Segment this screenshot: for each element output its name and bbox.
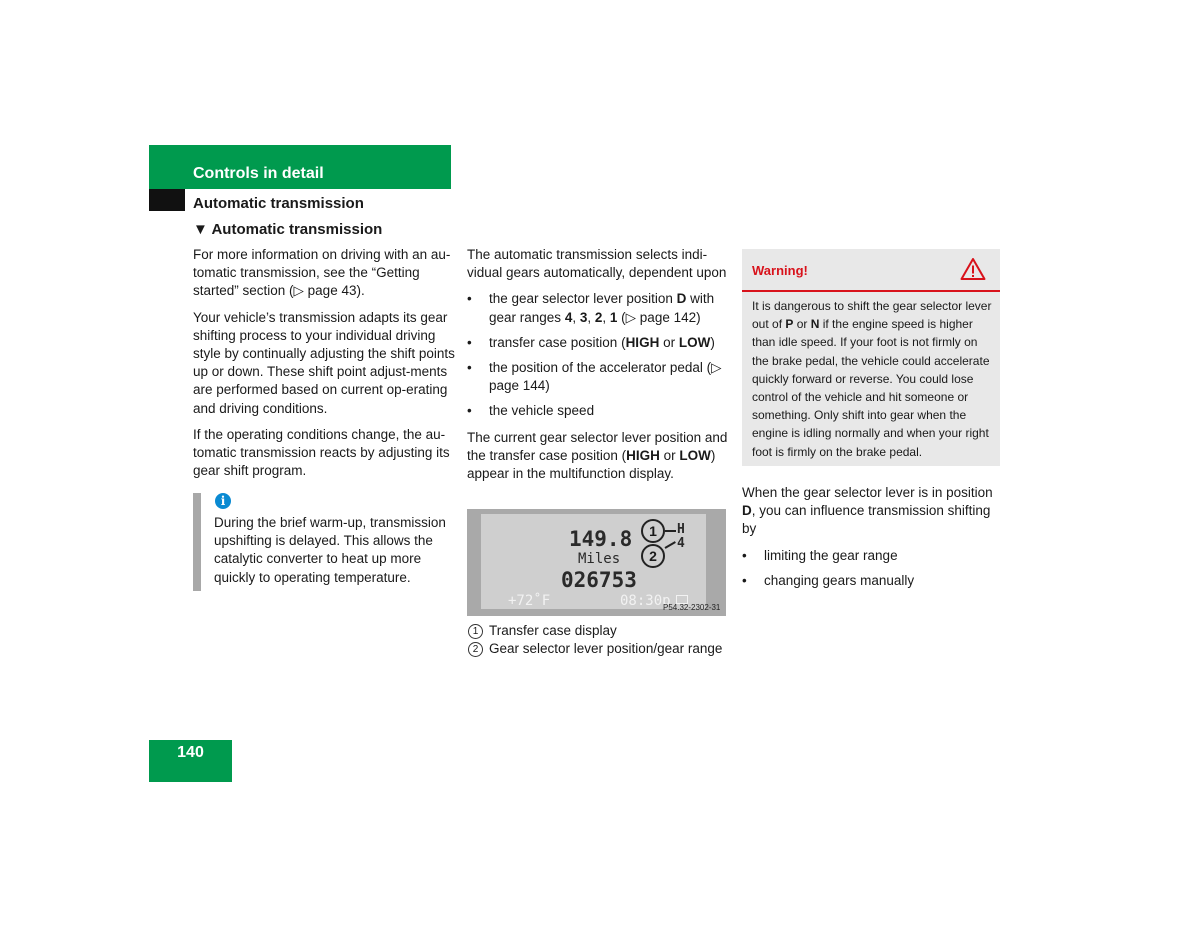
warning-triangle-icon — [960, 257, 986, 281]
page-heading: ▼ Automatic transmission — [193, 221, 383, 238]
figure-code: P54.32-2302-31 — [663, 603, 721, 612]
outside-temperature: +72˚F — [508, 593, 551, 609]
paragraph-selection-intro: The automatic transmission selects indi-vidual gears automatically, dependent upon — [467, 247, 727, 281]
odometer-reading: 026753 — [561, 568, 637, 592]
bullet-icon: • — [467, 403, 472, 419]
trip-reading: 149.8 — [569, 527, 633, 551]
subsection-title: Automatic transmission — [193, 195, 364, 212]
paragraph-display-info: The current gear selector lever position and the transfer case position (HIGH or LOW) appear in the multifunction display. — [467, 429, 728, 482]
bullet-icon: • — [467, 334, 472, 350]
callout-line-2 — [665, 541, 676, 549]
paragraph-operating-conditions: If the operating conditions change, the au-tomatic transmission reacts by adjusting its gear shift program. — [193, 426, 450, 479]
bullet-icon: • — [742, 547, 747, 563]
section-tab-marker — [149, 189, 185, 211]
clock: 08:30p — [620, 593, 671, 609]
info-note — [193, 493, 463, 591]
gear-range-indicator: 4 — [677, 536, 685, 551]
column-middle — [467, 246, 729, 491]
page-number-box — [149, 740, 232, 782]
info-note-text: During the brief warm-up, transmission upshifting is delayed. This allows the catalytic converter to heat up more quickly to operating temperature. — [214, 515, 446, 585]
page-number: 140 — [177, 744, 204, 761]
column-right — [742, 484, 1004, 598]
selection-factors-list — [467, 290, 729, 420]
lcd-screen — [481, 514, 706, 609]
caption-item — [467, 640, 729, 658]
caption-number: 2 — [468, 642, 483, 657]
caption-text: Gear selector lever position/gear range — [489, 641, 723, 657]
bullet-icon: • — [467, 291, 472, 307]
influence-options-list — [742, 547, 1004, 590]
bullet-icon: • — [467, 360, 472, 376]
warning-title: Warning! — [752, 263, 808, 278]
warning-divider — [742, 290, 1000, 292]
callout-line-1 — [665, 530, 676, 532]
list-item: • the position of the accelerator pedal (▷ page 144) — [467, 360, 722, 394]
callout-2: 2 — [641, 544, 665, 568]
list-item: • the gear selector lever position D with gear ranges 4, 3, 2, 1 (▷ page 142) — [467, 291, 715, 325]
figure-captions — [467, 622, 729, 658]
multifunction-display-image — [467, 509, 726, 616]
section-title: Controls in detail — [193, 165, 324, 182]
warning-box — [742, 249, 1000, 466]
list-item: • transfer case position (HIGH or LOW) — [467, 334, 729, 352]
warning-text: It is dangerous to shift the gear selector lever out of P or N if the engine speed is higher than idle speed. If your foot is not firmly on the brake pedal, the vehicle could accelerate quickly forward or reverse. You could lose control of the vehicle and hit someone or something. Only shift into gear when the engine is idling normally and when your right foot is firmly on the brake pedal. — [752, 299, 992, 459]
column-left — [193, 246, 455, 488]
transfer-case-indicator: H — [677, 522, 685, 537]
paragraph-more-info: For more information on driving with an au-tomatic transmission, see the “Getting started” section (▷ page 43). — [193, 247, 451, 299]
caption-number: 1 — [468, 624, 483, 639]
paragraph-adaptive-shifting: Your vehicle’s transmission adapts its gear shifting process to your individual driving style by continually adjusting the shift points up or down. These shift point adjust-ments are performed based on current op-erating and driving conditions. — [193, 309, 455, 416]
list-item: • limiting the gear range — [742, 547, 1004, 565]
list-item: • the vehicle speed — [467, 402, 729, 420]
distance-unit: Miles — [578, 551, 621, 567]
list-item: • changing gears manually — [742, 572, 1004, 590]
bullet-icon: • — [742, 572, 747, 588]
paragraph-influence-shifting: When the gear selector lever is in position D, you can influence transmission shifting by — [742, 485, 993, 537]
info-icon: i — [215, 493, 231, 509]
callout-1: 1 — [641, 519, 665, 543]
caption-item — [467, 622, 729, 640]
caption-text: Transfer case display — [489, 623, 617, 638]
